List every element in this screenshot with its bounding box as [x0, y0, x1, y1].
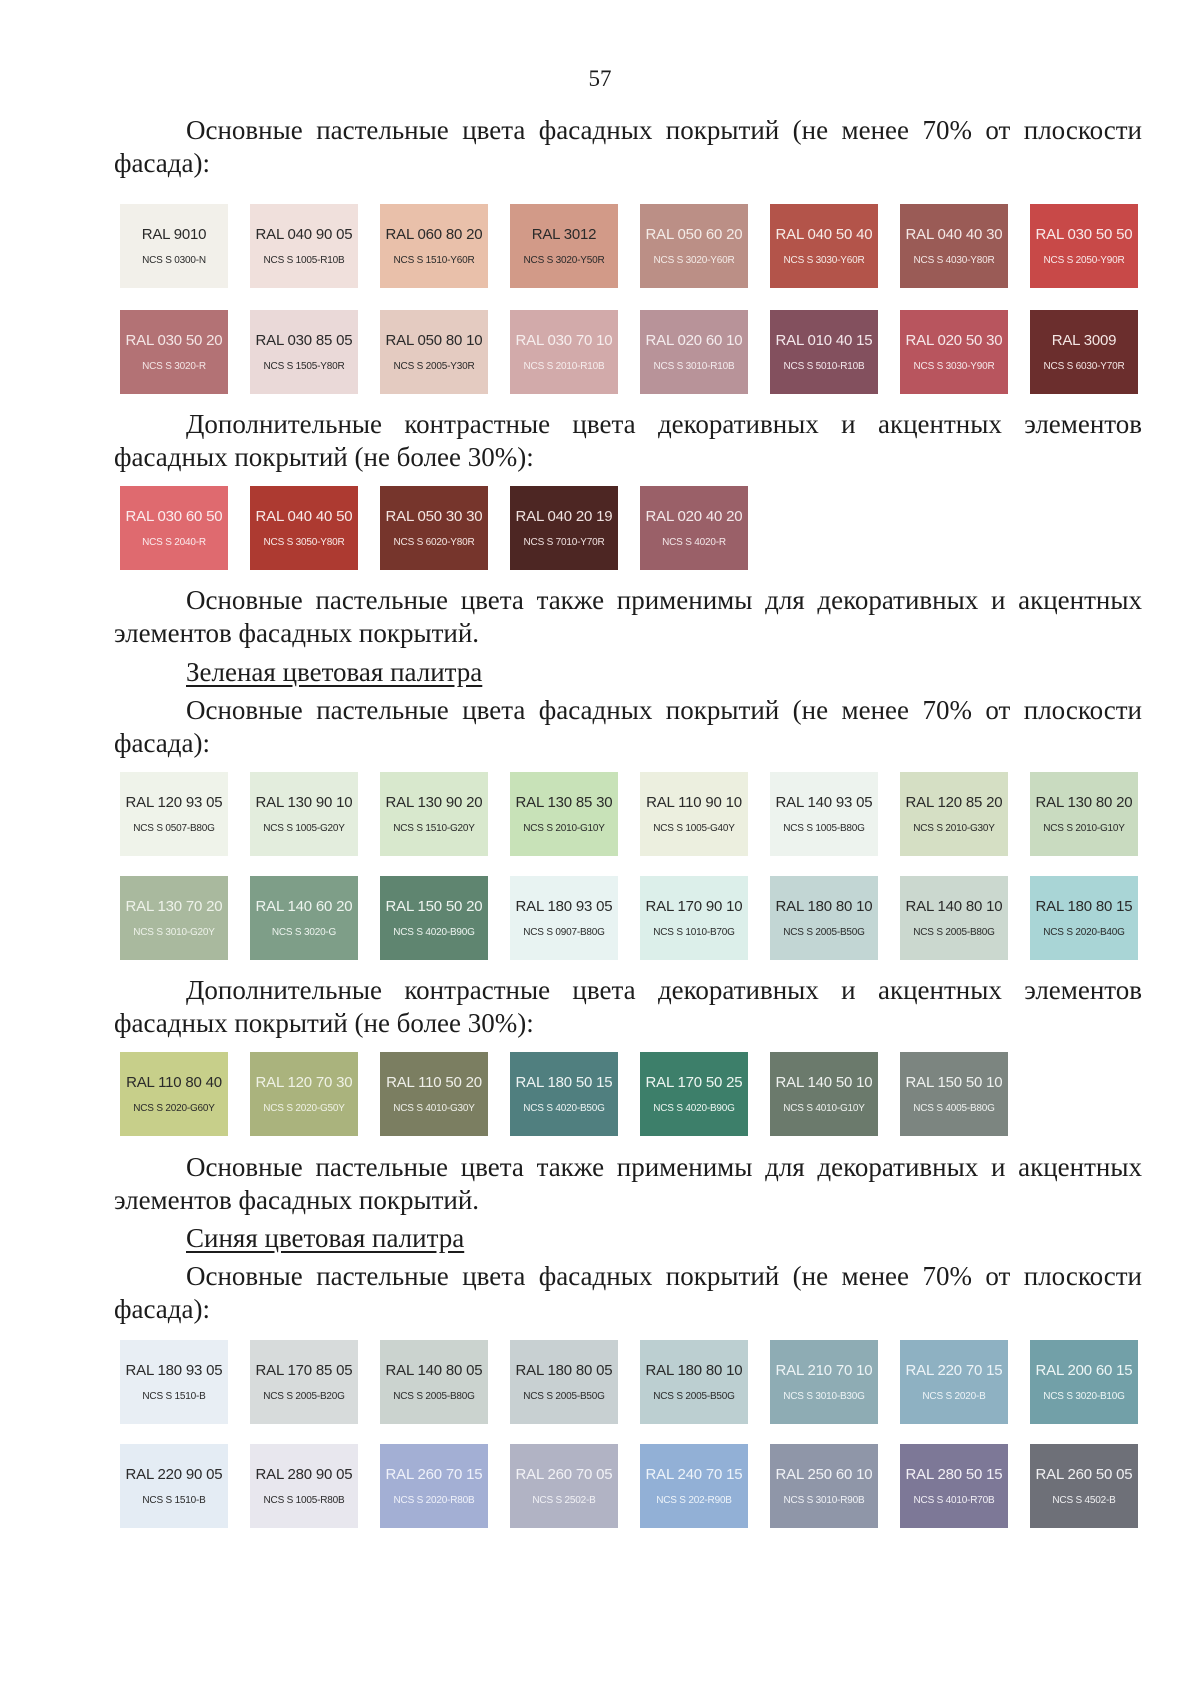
ral-code: RAL 260 70 15 [385, 1466, 483, 1483]
ncs-code: NCS S 1005-R80B [263, 1495, 345, 1506]
ral-code: RAL 120 93 05 [125, 794, 223, 811]
color-swatch [640, 310, 748, 394]
ncs-code: NCS S 1005-B80G [783, 823, 865, 834]
ncs-code: NCS S 3020-Y60R [653, 255, 735, 266]
ral-code: RAL 3009 [1051, 332, 1117, 349]
ral-code: RAL 180 93 05 [125, 1362, 223, 1379]
ral-code: RAL 260 70 05 [515, 1466, 613, 1483]
ral-code: RAL 220 90 05 [125, 1466, 223, 1483]
ncs-code: NCS S 3020-G [271, 927, 337, 938]
ncs-code: NCS S 4020-R [662, 537, 726, 548]
ncs-code: NCS S 1005-G40Y [653, 823, 735, 834]
color-swatch [900, 876, 1008, 960]
ral-code: RAL 250 60 10 [775, 1466, 873, 1483]
ral-code: RAL 050 80 10 [385, 332, 483, 349]
ncs-code: NCS S 2005-B50G [523, 1391, 605, 1402]
ral-code: RAL 150 50 10 [905, 1074, 1003, 1091]
ral-code: RAL 280 90 05 [255, 1466, 353, 1483]
color-swatch [900, 1052, 1008, 1136]
ncs-code: NCS S 2005-B20G [263, 1391, 345, 1402]
heading-blue-palette: Синяя цветовая палитра [186, 1223, 465, 1253]
ncs-code: NCS S 3020-B10G [1043, 1391, 1125, 1402]
ral-code: RAL 040 40 50 [255, 508, 353, 525]
color-swatch [250, 772, 358, 856]
ral-code: RAL 170 85 05 [255, 1362, 353, 1379]
ncs-code: NCS S 3010-R90B [783, 1495, 865, 1506]
color-swatch [640, 486, 748, 570]
ral-code: RAL 030 50 50 [1035, 226, 1133, 243]
ral-code: RAL 180 80 10 [775, 898, 873, 915]
ncs-code: NCS S 6030-Y70R [1043, 361, 1125, 372]
ncs-code: NCS S 4020-B50G [523, 1103, 605, 1114]
paragraph-extra-colors-red [114, 408, 1142, 474]
color-swatch [510, 1340, 618, 1424]
color-swatch [1030, 310, 1138, 394]
ncs-code: NCS S 3020-Y50R [523, 255, 605, 266]
ncs-code: NCS S 6020-Y80R [393, 537, 475, 548]
ncs-code: NCS S 2020-B40G [1043, 927, 1125, 938]
color-swatch [250, 486, 358, 570]
paragraph-text: Основные пастельные цвета также применимы для декоративных и акцентных элементов фасадных покрытий. [114, 585, 1142, 648]
color-swatch [250, 310, 358, 394]
ral-code: RAL 040 90 05 [255, 226, 353, 243]
ncs-code: NCS S 4030-Y80R [913, 255, 995, 266]
ncs-code: NCS S 4010-G10Y [783, 1103, 865, 1114]
ncs-code: NCS S 2010-R10B [523, 361, 605, 372]
color-swatch [250, 1444, 358, 1528]
ral-code: RAL 140 50 10 [775, 1074, 873, 1091]
ncs-code: NCS S 1510-Y60R [393, 255, 475, 266]
ral-code: RAL 130 80 20 [1035, 794, 1133, 811]
ncs-code: NCS S 1005-R10B [263, 255, 345, 266]
ncs-code: NCS S 1510-G20Y [393, 823, 475, 834]
color-swatch [900, 1340, 1008, 1424]
color-swatch [510, 310, 618, 394]
color-swatch [380, 772, 488, 856]
ncs-code: NCS S 3020-R [142, 361, 206, 372]
ral-code: RAL 280 50 15 [905, 1466, 1003, 1483]
color-swatch [640, 1052, 748, 1136]
ncs-code: NCS S 5010-R10B [783, 361, 865, 372]
color-swatch [1030, 772, 1138, 856]
ncs-code: NCS S 1010-B70G [653, 927, 735, 938]
color-swatch [120, 876, 228, 960]
color-swatch [1030, 1340, 1138, 1424]
ral-code: RAL 030 50 20 [125, 332, 223, 349]
color-swatch [770, 204, 878, 288]
color-swatch [1030, 204, 1138, 288]
ral-code: RAL 180 80 15 [1035, 898, 1133, 915]
ncs-code: NCS S 0507-B80G [133, 823, 215, 834]
ncs-code: NCS S 4020-B90G [393, 927, 475, 938]
ncs-code: NCS S 3010-R10B [653, 361, 735, 372]
ncs-code: NCS S 2050-Y90R [1043, 255, 1125, 266]
ral-code: RAL 120 85 20 [905, 794, 1003, 811]
ncs-code: NCS S 3010-B30G [783, 1391, 865, 1402]
color-swatch [250, 1340, 358, 1424]
paragraph-extra-colors-green [114, 974, 1142, 1040]
ral-code: RAL 180 80 05 [515, 1362, 613, 1379]
paragraph-main-colors-red [114, 114, 1142, 180]
ral-code: RAL 040 20 19 [515, 508, 613, 525]
ncs-code: NCS S 7010-Y70R [523, 537, 605, 548]
ral-code: RAL 060 80 20 [385, 226, 483, 243]
ral-code: RAL 110 90 10 [646, 794, 742, 811]
paragraph-text: Основные пастельные цвета фасадных покрытий (не менее 70% от плоскости фасада): [114, 115, 1142, 178]
ral-code: RAL 110 50 20 [386, 1074, 482, 1091]
color-swatch [120, 486, 228, 570]
color-swatch [640, 876, 748, 960]
ncs-code: NCS S 4020-B90G [653, 1103, 735, 1114]
ral-code: RAL 130 90 10 [255, 794, 353, 811]
ncs-code: NCS S 2005-B80G [913, 927, 995, 938]
ral-code: RAL 140 93 05 [775, 794, 873, 811]
ral-code: RAL 150 50 20 [385, 898, 483, 915]
ncs-code: NCS S 3030-Y60R [783, 255, 865, 266]
paragraph-text: Основные пастельные цвета фасадных покрытий (не менее 70% от плоскости фасада): [114, 695, 1142, 758]
paragraph-note-green [114, 1151, 1142, 1217]
ral-code: RAL 180 93 05 [515, 898, 613, 915]
paragraph-text: Основные пастельные цвета также применимы для декоративных и акцентных элементов фасадных покрытий. [114, 1152, 1142, 1215]
paragraph-text: Дополнительные контрастные цвета декоративных и акцентных элементов фасадных покрытий (не более 30%): [114, 975, 1142, 1038]
ral-code: RAL 020 50 30 [905, 332, 1003, 349]
ncs-code: NCS S 2005-Y30R [393, 361, 475, 372]
ral-code: RAL 180 50 15 [515, 1074, 613, 1091]
ncs-code: NCS S 2020-G60Y [133, 1103, 215, 1114]
color-swatch [770, 1340, 878, 1424]
ncs-code: NCS S 1510-B [142, 1391, 206, 1402]
color-swatch [770, 1052, 878, 1136]
color-swatch [640, 204, 748, 288]
ral-code: RAL 040 40 30 [905, 226, 1003, 243]
ral-code: RAL 130 85 30 [515, 794, 613, 811]
ncs-code: NCS S 2010-G10Y [1043, 823, 1125, 834]
ral-code: RAL 120 70 30 [255, 1074, 353, 1091]
color-swatch [770, 772, 878, 856]
color-swatch [510, 772, 618, 856]
ncs-code: NCS S 2010-G10Y [523, 823, 605, 834]
color-swatch [380, 310, 488, 394]
ncs-code: NCS S 4502-B [1052, 1495, 1116, 1506]
ncs-code: NCS S 2020-R80B [393, 1495, 475, 1506]
ncs-code: NCS S 2005-B50G [783, 927, 865, 938]
ral-code: RAL 260 50 05 [1035, 1466, 1133, 1483]
ral-code: RAL 170 50 25 [645, 1074, 743, 1091]
ncs-code: NCS S 3010-G20Y [133, 927, 215, 938]
ral-code: RAL 9010 [141, 226, 207, 243]
ral-code: RAL 140 60 20 [255, 898, 353, 915]
color-swatch [380, 486, 488, 570]
paragraph-main-colors-blue [114, 1260, 1142, 1326]
ncs-code: NCS S 4005-B80G [913, 1103, 995, 1114]
color-swatch [770, 876, 878, 960]
ral-code: RAL 140 80 05 [385, 1362, 483, 1379]
ncs-code: NCS S 4010-G30Y [393, 1103, 475, 1114]
ncs-code: NCS S 1505-Y80R [263, 361, 345, 372]
color-swatch [510, 1444, 618, 1528]
ral-code: RAL 220 70 15 [905, 1362, 1003, 1379]
color-swatch [120, 1444, 228, 1528]
ral-code: RAL 130 90 20 [385, 794, 483, 811]
ncs-code: NCS S 3030-Y90R [913, 361, 995, 372]
ral-code: RAL 110 80 40 [126, 1074, 222, 1091]
color-swatch [510, 486, 618, 570]
color-swatch [510, 204, 618, 288]
ncs-code: NCS S 2010-G30Y [913, 823, 995, 834]
color-swatch [640, 1340, 748, 1424]
color-swatch [120, 1340, 228, 1424]
color-swatch [250, 204, 358, 288]
ncs-code: NCS S 0300-N [142, 255, 206, 266]
color-swatch [380, 1052, 488, 1136]
ral-code: RAL 140 80 10 [905, 898, 1003, 915]
ncs-code: NCS S 3050-Y80R [263, 537, 345, 548]
color-swatch [640, 1444, 748, 1528]
ral-code: RAL 010 40 15 [775, 332, 873, 349]
ral-code: RAL 030 85 05 [255, 332, 353, 349]
ral-code: RAL 040 50 40 [775, 226, 873, 243]
ncs-code: NCS S 2005-B80G [393, 1391, 475, 1402]
ncs-code: NCS S 2040-R [142, 537, 206, 548]
color-swatch [510, 1052, 618, 1136]
ral-code: RAL 130 70 20 [125, 898, 223, 915]
color-swatch [510, 876, 618, 960]
ncs-code: NCS S 0907-B80G [523, 927, 605, 938]
ral-code: RAL 030 60 50 [125, 508, 223, 525]
ral-code: RAL 200 60 15 [1035, 1362, 1133, 1379]
ncs-code: NCS S 2020-B [922, 1391, 986, 1402]
color-swatch [1030, 1444, 1138, 1528]
ncs-code: NCS S 2502-B [532, 1495, 596, 1506]
ncs-code: NCS S 1510-B [142, 1495, 206, 1506]
ncs-code: NCS S 2020-G50Y [263, 1103, 345, 1114]
ncs-code: NCS S 4010-R70B [913, 1495, 995, 1506]
ral-code: RAL 180 80 10 [645, 1362, 743, 1379]
color-swatch [120, 772, 228, 856]
color-swatch [900, 310, 1008, 394]
color-swatch [120, 1052, 228, 1136]
ral-code: RAL 030 70 10 [515, 332, 613, 349]
color-swatch [900, 772, 1008, 856]
paragraph-text: Дополнительные контрастные цвета декоративных и акцентных элементов фасадных покрытий (не более 30%): [114, 409, 1142, 472]
ral-code: RAL 020 40 20 [645, 508, 743, 525]
paragraph-main-colors-green [114, 694, 1142, 760]
ncs-code: NCS S 1005-G20Y [263, 823, 345, 834]
color-swatch [900, 204, 1008, 288]
color-swatch [770, 310, 878, 394]
color-swatch [380, 876, 488, 960]
color-swatch [120, 204, 228, 288]
paragraph-note-red [114, 584, 1142, 650]
ral-code: RAL 170 90 10 [645, 898, 743, 915]
color-swatch [1030, 876, 1138, 960]
ral-code: RAL 240 70 15 [645, 1466, 743, 1483]
heading-green-palette: Зеленая цветовая палитра [186, 657, 483, 687]
ncs-code: NCS S 2005-B50G [653, 1391, 735, 1402]
ral-code: RAL 210 70 10 [775, 1362, 873, 1379]
ral-code: RAL 020 60 10 [645, 332, 743, 349]
color-swatch [250, 876, 358, 960]
ncs-code: NCS S 202-R90B [656, 1495, 732, 1506]
ral-code: RAL 050 30 30 [385, 508, 483, 525]
color-swatch [640, 772, 748, 856]
color-swatch [380, 1444, 488, 1528]
color-swatch [120, 310, 228, 394]
page-number: 57 [588, 66, 612, 91]
color-swatch [770, 1444, 878, 1528]
color-swatch [380, 204, 488, 288]
color-swatch [380, 1340, 488, 1424]
color-swatch [900, 1444, 1008, 1528]
ral-code: RAL 050 60 20 [645, 226, 743, 243]
ral-code: RAL 3012 [531, 226, 597, 243]
color-swatch [250, 1052, 358, 1136]
paragraph-text: Основные пастельные цвета фасадных покрытий (не менее 70% от плоскости фасада): [114, 1261, 1142, 1324]
